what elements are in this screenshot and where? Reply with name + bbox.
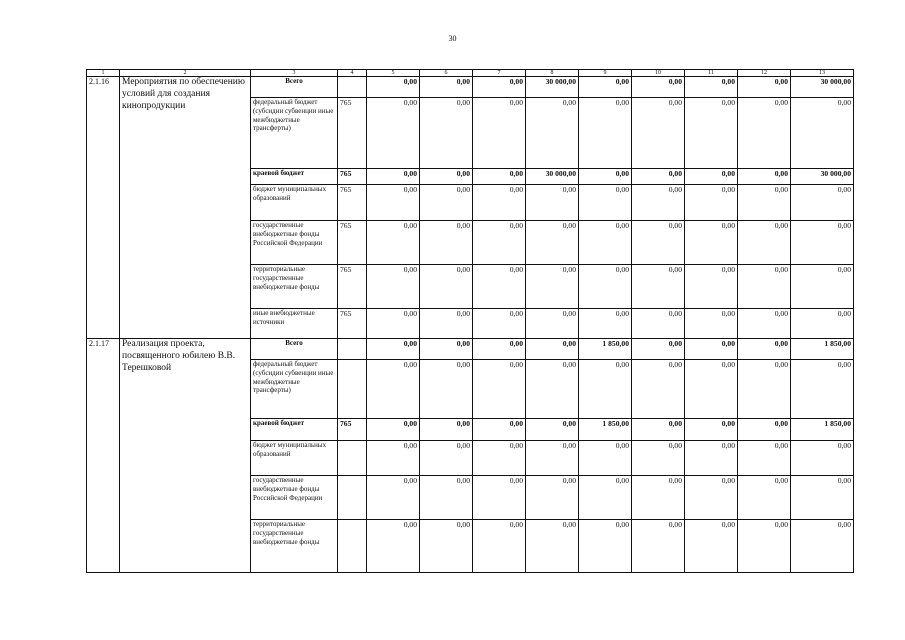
amount-cell: 0,00 xyxy=(632,309,685,339)
amount-cell: 0,00 xyxy=(579,77,632,98)
amount-cell: 0,00 xyxy=(473,185,526,221)
funding-source: территориальные государственные внебюджетные фонды xyxy=(251,265,338,309)
amount-cell: 0,00 xyxy=(632,476,685,520)
funding-source: краевой бюджет xyxy=(251,169,338,185)
amount-cell: 0,00 xyxy=(473,77,526,98)
column-number: 10 xyxy=(632,70,685,77)
amount-cell: 30 000,00 xyxy=(526,169,579,185)
amount-cell: 0,00 xyxy=(791,520,854,573)
amount-cell: 0,00 xyxy=(632,98,685,169)
amount-cell: 0,00 xyxy=(420,98,473,169)
column-number: 5 xyxy=(367,70,420,77)
amount-cell: 0,00 xyxy=(579,309,632,339)
amount-cell: 0,00 xyxy=(791,221,854,265)
column-number: 3 xyxy=(251,70,338,77)
amount-cell: 0,00 xyxy=(420,476,473,520)
amount-cell: 0,00 xyxy=(420,309,473,339)
amount-cell: 0,00 xyxy=(420,419,473,441)
amount-cell: 0,00 xyxy=(579,520,632,573)
kbk-code xyxy=(338,441,367,476)
amount-cell: 0,00 xyxy=(420,441,473,476)
amount-cell: 0,00 xyxy=(473,360,526,419)
amount-cell: 0,00 xyxy=(738,185,791,221)
amount-cell: 0,00 xyxy=(526,265,579,309)
amount-cell: 30 000,00 xyxy=(526,77,579,98)
amount-cell: 0,00 xyxy=(367,169,420,185)
kbk-code xyxy=(338,77,367,98)
amount-cell: 30 000,00 xyxy=(791,77,854,98)
amount-cell: 0,00 xyxy=(420,169,473,185)
column-number: 11 xyxy=(685,70,738,77)
amount-cell: 0,00 xyxy=(632,169,685,185)
funding-source: федеральный бюджет (субсидии субвенции иные межбюджетные трансферты) xyxy=(251,360,338,419)
amount-cell: 0,00 xyxy=(738,98,791,169)
amount-cell: 0,00 xyxy=(632,441,685,476)
kbk-code: 765 xyxy=(338,419,367,441)
amount-cell: 30 000,00 xyxy=(791,169,854,185)
amount-cell: 0,00 xyxy=(579,169,632,185)
column-number: 12 xyxy=(738,70,791,77)
amount-cell: 0,00 xyxy=(738,360,791,419)
funding-source: краевой бюджет xyxy=(251,419,338,441)
amount-cell: 0,00 xyxy=(632,520,685,573)
kbk-code: 765 xyxy=(338,185,367,221)
amount-cell: 0,00 xyxy=(367,98,420,169)
column-number-row xyxy=(87,70,854,77)
amount-cell: 0,00 xyxy=(632,419,685,441)
amount-cell: 0,00 xyxy=(579,221,632,265)
amount-cell: 0,00 xyxy=(579,360,632,419)
amount-cell: 0,00 xyxy=(367,339,420,360)
amount-cell: 0,00 xyxy=(473,520,526,573)
amount-cell: 0,00 xyxy=(473,309,526,339)
amount-cell: 0,00 xyxy=(632,339,685,360)
column-number: 13 xyxy=(791,70,854,77)
amount-cell: 0,00 xyxy=(473,169,526,185)
amount-cell: 0,00 xyxy=(738,476,791,520)
kbk-code xyxy=(338,339,367,360)
kbk-code xyxy=(338,476,367,520)
amount-cell: 0,00 xyxy=(632,360,685,419)
amount-cell: 0,00 xyxy=(473,221,526,265)
amount-cell: 0,00 xyxy=(685,77,738,98)
amount-cell: 0,00 xyxy=(473,98,526,169)
amount-cell: 0,00 xyxy=(526,441,579,476)
amount-cell: 0,00 xyxy=(420,265,473,309)
funding-source: Всего xyxy=(251,339,338,360)
item-title: Мероприятия по обеспечению условий для создания кинопродукции xyxy=(120,77,251,339)
amount-cell: 0,00 xyxy=(367,520,420,573)
amount-cell: 0,00 xyxy=(420,520,473,573)
amount-cell: 0,00 xyxy=(791,185,854,221)
amount-cell: 0,00 xyxy=(791,309,854,339)
amount-cell: 0,00 xyxy=(579,98,632,169)
amount-cell: 0,00 xyxy=(685,520,738,573)
amount-cell: 0,00 xyxy=(420,360,473,419)
funding-source: федеральный бюджет (субсидии субвенции иные межбюджетные трансферты) xyxy=(251,98,338,169)
amount-cell: 0,00 xyxy=(685,419,738,441)
amount-cell: 0,00 xyxy=(791,360,854,419)
amount-cell: 0,00 xyxy=(526,98,579,169)
amount-cell: 0,00 xyxy=(579,265,632,309)
kbk-code: 765 xyxy=(338,98,367,169)
amount-cell: 0,00 xyxy=(526,221,579,265)
column-number: 7 xyxy=(473,70,526,77)
amount-cell: 0,00 xyxy=(579,476,632,520)
funding-source: территориальные государственные внебюджетные фонды xyxy=(251,520,338,573)
amount-cell: 0,00 xyxy=(685,476,738,520)
funding-source: государственные внебюджетные фонды Российской Федерации xyxy=(251,221,338,265)
amount-cell: 0,00 xyxy=(473,441,526,476)
table-row xyxy=(87,339,854,360)
amount-cell: 0,00 xyxy=(685,221,738,265)
item-code: 2.1.16 xyxy=(87,77,120,339)
amount-cell: 0,00 xyxy=(367,185,420,221)
amount-cell: 0,00 xyxy=(420,221,473,265)
funding-source: иные внебюджетные источники xyxy=(251,309,338,339)
column-number: 6 xyxy=(420,70,473,77)
kbk-code: 765 xyxy=(338,309,367,339)
amount-cell: 0,00 xyxy=(738,309,791,339)
amount-cell: 0,00 xyxy=(526,520,579,573)
budget-table xyxy=(86,69,854,573)
amount-cell: 0,00 xyxy=(526,419,579,441)
amount-cell: 0,00 xyxy=(367,419,420,441)
amount-cell: 0,00 xyxy=(473,339,526,360)
funding-source: государственные внебюджетные фонды Российской Федерации xyxy=(251,476,338,520)
amount-cell: 0,00 xyxy=(685,185,738,221)
amount-cell: 0,00 xyxy=(632,185,685,221)
page-number: 30 xyxy=(448,34,457,43)
amount-cell: 0,00 xyxy=(791,265,854,309)
amount-cell: 0,00 xyxy=(526,185,579,221)
item-title: Реализация проекта, посвященного юбилею В.В. Терешковой xyxy=(120,339,251,573)
amount-cell: 0,00 xyxy=(685,98,738,169)
table-row xyxy=(87,77,854,98)
kbk-code xyxy=(338,360,367,419)
kbk-code: 765 xyxy=(338,221,367,265)
amount-cell: 0,00 xyxy=(473,419,526,441)
kbk-code: 765 xyxy=(338,169,367,185)
amount-cell: 0,00 xyxy=(367,441,420,476)
amount-cell: 0,00 xyxy=(685,441,738,476)
amount-cell: 0,00 xyxy=(685,339,738,360)
amount-cell: 0,00 xyxy=(632,77,685,98)
amount-cell: 0,00 xyxy=(420,339,473,360)
funding-source: Всего xyxy=(251,77,338,98)
column-number: 1 xyxy=(87,70,120,77)
amount-cell: 0,00 xyxy=(579,441,632,476)
column-number: 9 xyxy=(579,70,632,77)
amount-cell: 0,00 xyxy=(367,476,420,520)
amount-cell: 1 850,00 xyxy=(579,339,632,360)
amount-cell: 0,00 xyxy=(685,169,738,185)
amount-cell: 0,00 xyxy=(526,339,579,360)
amount-cell: 0,00 xyxy=(738,339,791,360)
amount-cell: 0,00 xyxy=(526,360,579,419)
amount-cell: 0,00 xyxy=(420,185,473,221)
column-number: 4 xyxy=(338,70,367,77)
amount-cell: 0,00 xyxy=(685,265,738,309)
amount-cell: 0,00 xyxy=(738,419,791,441)
amount-cell: 0,00 xyxy=(738,441,791,476)
amount-cell: 0,00 xyxy=(738,169,791,185)
amount-cell: 1 850,00 xyxy=(791,419,854,441)
kbk-code: 765 xyxy=(338,265,367,309)
amount-cell: 0,00 xyxy=(473,476,526,520)
item-code: 2.1.17 xyxy=(87,339,120,573)
amount-cell: 0,00 xyxy=(738,265,791,309)
amount-cell: 0,00 xyxy=(738,520,791,573)
amount-cell: 0,00 xyxy=(579,185,632,221)
amount-cell: 0,00 xyxy=(632,265,685,309)
amount-cell: 0,00 xyxy=(473,265,526,309)
amount-cell: 0,00 xyxy=(367,265,420,309)
amount-cell: 0,00 xyxy=(526,476,579,520)
column-number: 2 xyxy=(120,70,251,77)
amount-cell: 0,00 xyxy=(632,221,685,265)
kbk-code xyxy=(338,520,367,573)
amount-cell: 0,00 xyxy=(367,77,420,98)
amount-cell: 0,00 xyxy=(685,360,738,419)
amount-cell: 1 850,00 xyxy=(791,339,854,360)
funding-source: бюджет муниципальных образований xyxy=(251,441,338,476)
amount-cell: 0,00 xyxy=(367,309,420,339)
column-number: 8 xyxy=(526,70,579,77)
amount-cell: 0,00 xyxy=(791,98,854,169)
amount-cell: 0,00 xyxy=(420,77,473,98)
amount-cell: 0,00 xyxy=(791,476,854,520)
amount-cell: 0,00 xyxy=(367,221,420,265)
amount-cell: 1 850,00 xyxy=(579,419,632,441)
amount-cell: 0,00 xyxy=(685,309,738,339)
amount-cell: 0,00 xyxy=(526,309,579,339)
funding-source: бюджет муниципальных образований xyxy=(251,185,338,221)
amount-cell: 0,00 xyxy=(738,221,791,265)
amount-cell: 0,00 xyxy=(791,441,854,476)
amount-cell: 0,00 xyxy=(367,360,420,419)
amount-cell: 0,00 xyxy=(738,77,791,98)
